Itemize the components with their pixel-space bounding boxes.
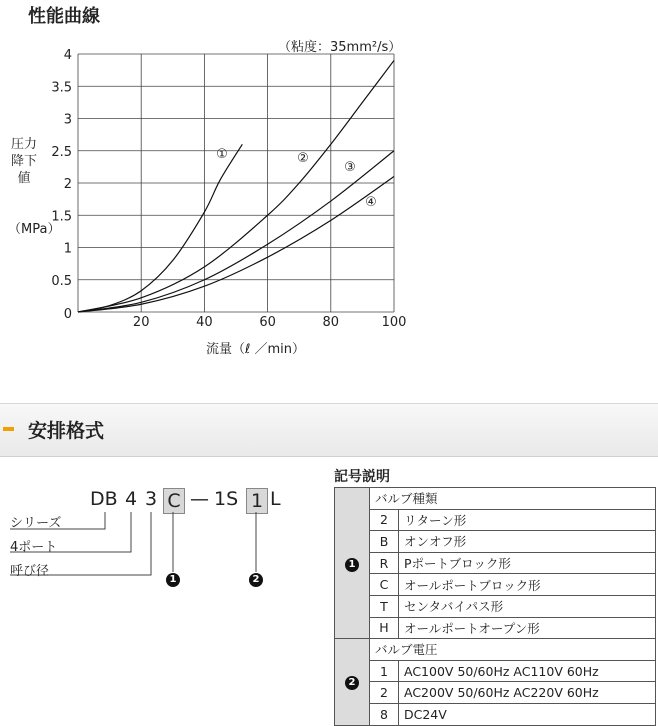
- model-char-type-box: C: [163, 488, 185, 514]
- mark-1-icon: 1: [345, 558, 359, 572]
- group-heading: バルブ種類: [370, 488, 656, 510]
- table-row: [335, 682, 656, 704]
- code-cell: C: [370, 574, 399, 596]
- series-line-4: [78, 177, 394, 312]
- code-cell: 2: [370, 509, 399, 531]
- model-char-size: 3: [145, 488, 158, 510]
- series-line-1: [78, 144, 242, 312]
- y-tick-label: 3.5: [51, 80, 72, 96]
- group-1-mark-cell: [335, 488, 370, 639]
- code-cell: 2: [370, 682, 399, 704]
- model-char-1s: 1S: [214, 488, 239, 510]
- y-axis-label: 圧力降下値: [10, 137, 37, 186]
- mark-1-icon: 1: [166, 573, 180, 587]
- y-tick-label: 2: [63, 177, 72, 192]
- label-series: シリーズ: [10, 516, 62, 531]
- x-tick-label: 40: [196, 315, 213, 330]
- legend-title: 記号説明: [334, 469, 390, 485]
- x-tick-labels: [133, 315, 406, 330]
- chart-series: [78, 60, 394, 312]
- y-tick-label: 4: [63, 48, 72, 63]
- group-2-mark-cell: [335, 639, 370, 725]
- desc-cell: オールポートブロック形: [399, 574, 656, 596]
- legend-table: [334, 487, 656, 726]
- series-label-2: ②: [297, 151, 309, 166]
- y-tick-label: 0: [63, 307, 72, 322]
- desc-cell: DC24V: [399, 703, 656, 725]
- code-cell: 1: [370, 660, 399, 682]
- desc-cell: Pポートブロック形: [399, 552, 656, 574]
- y-tick-label: 0.5: [51, 273, 72, 289]
- y-axis-unit: （MPa）: [8, 222, 61, 237]
- model-format-title: 安排格式: [28, 420, 105, 442]
- label-4port: 4ポート: [10, 540, 58, 555]
- series-labels: [216, 147, 377, 210]
- table-row: [335, 552, 656, 574]
- x-tick-label: 80: [322, 315, 340, 330]
- desc-cell: AC200V 50/60Hz AC220V 60Hz: [399, 682, 656, 704]
- performance-curve-title: 性能曲線: [28, 6, 100, 27]
- table-row: [335, 660, 656, 682]
- model-char-port: 4: [125, 488, 138, 510]
- desc-cell: AC100V 50/60Hz AC110V 60Hz: [399, 660, 656, 682]
- table-row: [335, 531, 656, 553]
- series-line-2: [78, 60, 394, 312]
- model-char-dash: —: [190, 488, 209, 510]
- table-row: [335, 574, 656, 596]
- table-row: [335, 703, 656, 725]
- x-tick-label: 100: [381, 315, 407, 330]
- y-tick-label: 3: [63, 112, 72, 128]
- viscosity-note: （粘度：35mm²/s）: [278, 40, 402, 55]
- table-row: [335, 595, 656, 617]
- series-label-4: ④: [365, 195, 377, 210]
- x-tick-label: 60: [259, 315, 276, 330]
- series-label-3: ③: [344, 160, 356, 175]
- y-tick-labels: [51, 48, 72, 322]
- group-heading: バルブ電圧: [370, 639, 656, 661]
- mark-2-icon: 2: [345, 676, 359, 690]
- y-tick-label: 2.5: [51, 144, 72, 160]
- table-row: [335, 617, 656, 639]
- desc-cell: オンオフ形: [399, 531, 656, 553]
- code-cell: T: [370, 595, 399, 617]
- model-char-voltage-box: 1: [246, 488, 268, 514]
- code-cell: 8: [370, 703, 399, 725]
- code-cell: R: [370, 552, 399, 574]
- code-cell: H: [370, 617, 399, 639]
- mark-2-icon: 2: [249, 573, 263, 587]
- x-tick-label: 20: [132, 315, 150, 330]
- series-label-1: ①: [216, 147, 228, 162]
- label-nominal-size: 呼び径: [10, 564, 50, 579]
- desc-cell: センタバイパス形: [399, 595, 656, 617]
- table-row: [335, 509, 656, 531]
- model-char-l: L: [270, 488, 281, 510]
- desc-cell: リターン形: [399, 509, 656, 531]
- desc-cell: オールポートオープン形: [399, 617, 656, 639]
- banner-accent: [3, 427, 14, 431]
- code-cell: B: [370, 531, 399, 553]
- y-tick-label: 1: [63, 241, 72, 257]
- model-char-series: DB: [90, 488, 118, 510]
- x-axis-label: 流量（ℓ ／min）: [206, 342, 306, 357]
- y-tick-label: 1.5: [51, 209, 72, 225]
